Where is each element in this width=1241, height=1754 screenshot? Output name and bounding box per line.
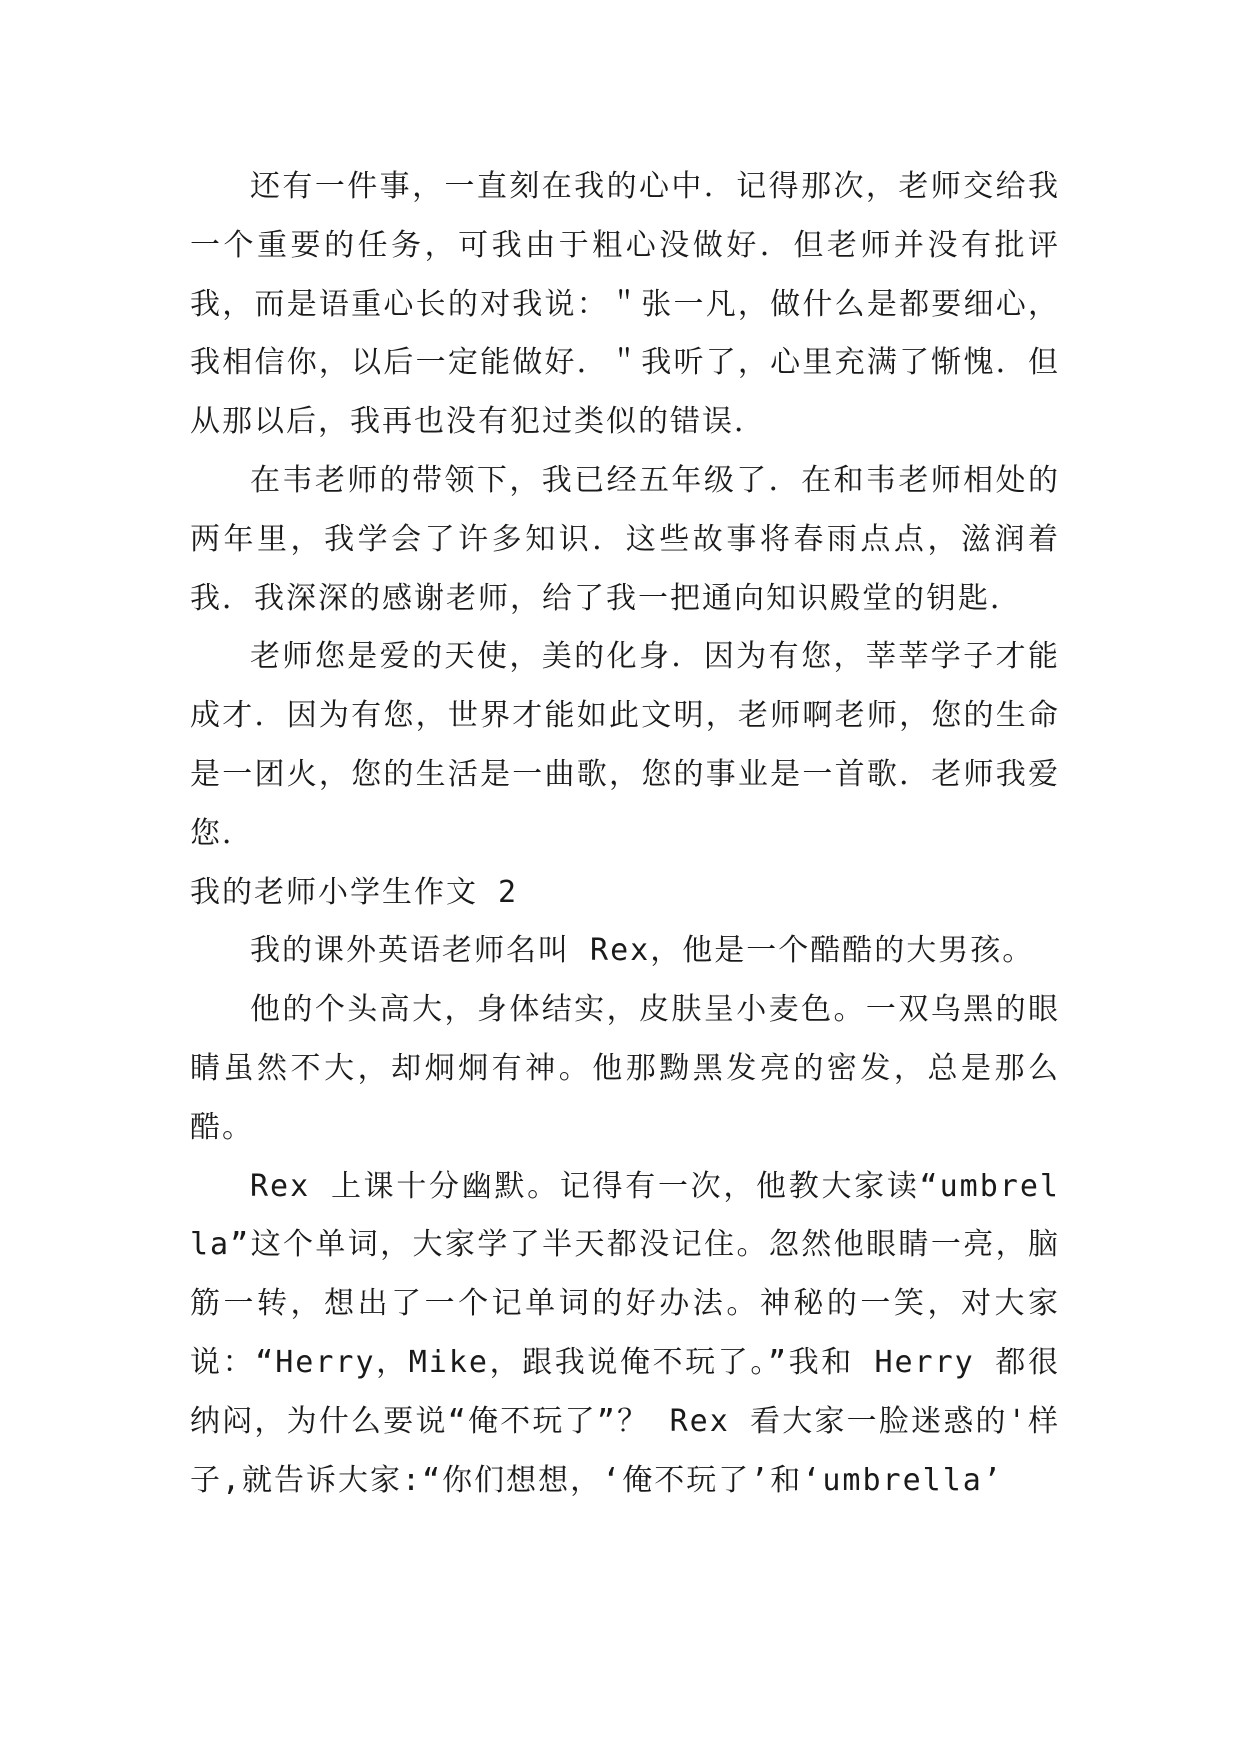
- document-body: [190, 158, 1060, 1510]
- paragraph-2: 在韦老师的带领下，我已经五年级了．在和韦老师相处的两年里，我学会了许多知识．这些故事将春雨点点，滋润着我．我深深的感谢老师，给了我一把通向知识殿堂的钥匙．: [190, 462, 1060, 616]
- paragraph-5: 他的个头高大，身体结实，皮肤呈小麦色。一双乌黑的眼睛虽然不大，却炯炯有神。他那黝黑发亮的密发，总是那么酷。: [190, 992, 1060, 1145]
- paragraph-4: 我的课外英语老师名叫 Rex，他是一个酷酷的大男孩。: [250, 933, 1035, 969]
- paragraph-3: 老师您是爱的天使，美的化身．因为有您，莘莘学子才能成才．因为有您，世界才能如此文明，老师啊老师，您的生命是一团火，您的生活是一曲歌，您的事业是一首歌．老师我爱您．: [190, 639, 1060, 851]
- paragraph-1: 还有一件事，一直刻在我的心中．记得那次，老师交给我一个重要的任务，可我由于粗心没做好．但老师并没有批评我，而是语重心长的对我说：＂张一凡，做什么是都要细心，我相信你，以后一定能做好．＂我听了，心里充满了惭愧．但从那以后，我再也没有犯过类似的错误．: [190, 169, 1060, 440]
- paragraph-6: Rex 上课十分幽默。记得有一次，他教大家读“umbrella”这个单词，大家学了半天都没记住。忽然他眼睛一亮，脑筋一转，想出了一个记单词的好办法。神秘的一笑，对大家说：“Herry，Mike，跟我说俺不玩了。”我和 Herry 都很纳闷，为什么要说“俺不玩了”？ Rex 看大家一脸迷惑的'样子,就告诉大家:“你们想想，‘俺不玩了’和‘umbrella’: [190, 1168, 1060, 1498]
- section-heading: 我的老师小学生作文 2: [190, 874, 519, 910]
